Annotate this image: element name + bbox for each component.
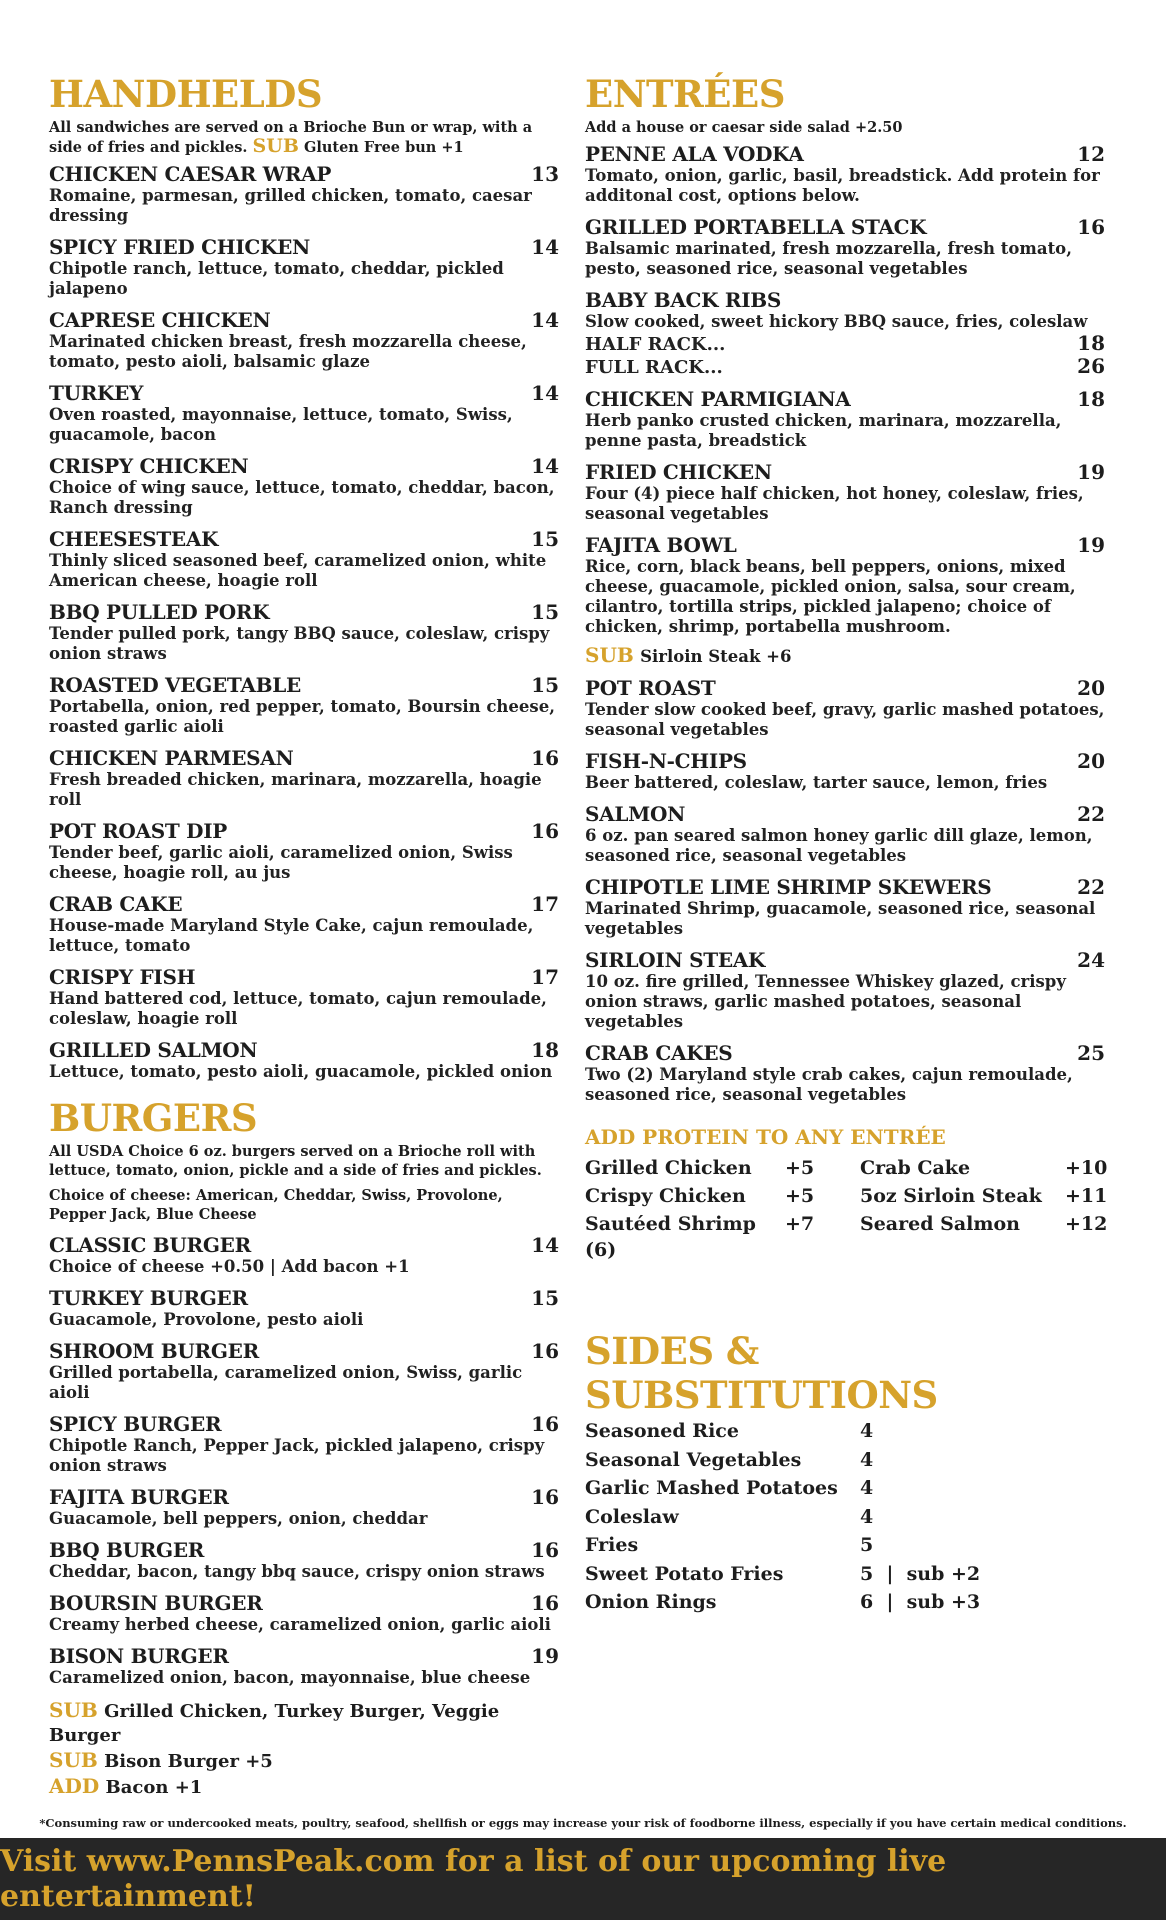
- entree-item: [585, 216, 1105, 279]
- entree-item: [585, 949, 1105, 1032]
- full-rack-price: 26: [1077, 354, 1105, 378]
- entree-item-name: FISH-N-CHIPS: [585, 749, 747, 773]
- entree-item-desc: Marinated Shrimp, guacamole, seasoned rice, seasonal vegetables: [585, 899, 1096, 938]
- handheld-item: [49, 455, 559, 518]
- burger-sub-text: Grilled Chicken, Turkey Burger, Veggie Burger: [49, 1701, 500, 1746]
- entree-item: [585, 534, 1105, 637]
- handheld-item-name: BBQ PULLED PORK: [49, 600, 270, 624]
- entree-item: [585, 876, 1105, 939]
- handheld-item-desc: Oven roasted, mayonnaise, lettuce, tomato, Swiss, guacamole, bacon: [49, 405, 513, 444]
- burger-sub-text: Bison Burger +5: [104, 1751, 273, 1772]
- entrees-title: ENTRÉES: [585, 72, 785, 116]
- handheld-item: [49, 674, 559, 737]
- burger-item-header: [49, 1592, 559, 1615]
- sides-title: SIDES & SUBSTITUTIONS: [585, 1329, 938, 1417]
- entree-item: [585, 461, 1105, 524]
- entree-item: [585, 803, 1105, 866]
- protein-price: +5: [785, 1157, 815, 1179]
- protein-name: Crispy Chicken: [585, 1185, 746, 1207]
- entree-item-header: [585, 750, 1105, 773]
- handheld-item-name: SPICY FRIED CHICKEN: [49, 235, 311, 259]
- handheld-item-name: POT ROAST DIP: [49, 819, 227, 843]
- handheld-item-price: 17: [531, 965, 559, 989]
- handheld-item-desc: Hand battered cod, lettuce, tomato, cajun remoulade, coleslaw, hoagie roll: [49, 989, 547, 1028]
- side-name: Coleslaw: [585, 1505, 679, 1528]
- entree-item-header: [585, 388, 1105, 411]
- side-price: 4: [860, 1420, 874, 1442]
- entree-item-name: POT ROAST: [585, 676, 716, 700]
- handhelds-intro: [49, 118, 559, 157]
- entrees-list-a: [585, 143, 1105, 279]
- handheld-item-name: TURKEY: [49, 381, 144, 405]
- ribs-desc: Slow cooked, sweet hickory BBQ sauce, fries, coleslaw: [585, 312, 1088, 331]
- handhelds-sub-label: SUB: [252, 135, 299, 157]
- handheld-item-header: [49, 820, 559, 843]
- burger-item-name: FAJITA BURGER: [49, 1485, 229, 1509]
- entree-item-header: [585, 216, 1105, 239]
- entree-item-desc: 6 oz. pan seared salmon honey garlic dill glaze, lemon, seasoned rice, seasonal vegetables: [585, 826, 1093, 865]
- burger-item-price: 16: [531, 1412, 559, 1436]
- entree-item: [585, 1042, 1105, 1105]
- entree-item-name: CHICKEN PARMIGIANA: [585, 387, 851, 411]
- handheld-item: [49, 1039, 559, 1082]
- handheld-item-price: 16: [531, 819, 559, 843]
- entree-item-desc: Herb panko crusted chicken, marinara, mozzarella, penne pasta, breadstick: [585, 411, 1062, 450]
- handheld-item-header: [49, 747, 559, 770]
- side-name: Seasoned Rice: [585, 1420, 739, 1442]
- burger-item: [49, 1592, 559, 1635]
- protein-name: Seared Salmon: [860, 1213, 1020, 1235]
- entree-item-name: SALMON: [585, 802, 686, 826]
- handheld-item-price: 16: [531, 746, 559, 770]
- side-price: 6 | sub +3: [860, 1591, 981, 1613]
- fajita-sub-label: SUB: [585, 643, 634, 667]
- burger-item-price: 14: [531, 1233, 559, 1257]
- burger-item-desc: Guacamole, Provolone, pesto aioli: [49, 1310, 364, 1329]
- entree-item-header: [585, 461, 1105, 484]
- protein-name: Crab Cake: [860, 1157, 971, 1179]
- handheld-item-price: 18: [531, 1038, 559, 1062]
- side-name: Sweet Potato Fries: [585, 1562, 784, 1585]
- burger-item: [49, 1340, 559, 1403]
- side-name: Onion Rings: [585, 1591, 717, 1613]
- burger-item-name: CLASSIC BURGER: [49, 1233, 251, 1257]
- protein-grid: [585, 1155, 1108, 1263]
- entree-item-name: GRILLED PORTABELLA STACK: [585, 215, 927, 239]
- handhelds-title: HANDHELDS: [49, 72, 323, 116]
- protein-price: +11: [1065, 1185, 1108, 1207]
- burger-item: [49, 1287, 559, 1330]
- entree-item-desc: Tomato, onion, garlic, basil, breadstick. Add protein for additonal cost, options below.: [585, 166, 1100, 205]
- side-price: 4: [860, 1505, 874, 1528]
- full-rack-label: FULL RACK...: [585, 357, 723, 378]
- side-price: 4: [860, 1477, 874, 1499]
- burger-item-desc: Cheddar, bacon, tangy bbq sauce, crispy onion straws: [49, 1562, 545, 1581]
- handheld-item-price: 13: [531, 162, 559, 186]
- handheld-item-header: [49, 601, 559, 624]
- burger-sub-line: [49, 1748, 559, 1774]
- right-column: [585, 72, 1108, 1617]
- handhelds-intro-text: All sandwiches are served on a Brioche Bun or wrap, with a side of fries and pickles.: [49, 119, 533, 156]
- burger-item: [49, 1486, 559, 1529]
- burgers-subs: [49, 1698, 559, 1800]
- handheld-item-desc: Chipotle ranch, lettuce, tomato, cheddar, pickled jalapeno: [49, 259, 504, 298]
- entree-item-price: 25: [1077, 1041, 1105, 1065]
- handheld-item-header: [49, 528, 559, 551]
- handheld-item-header: [49, 674, 559, 697]
- handheld-item-name: CRAB CAKE: [49, 892, 183, 916]
- burger-item: [49, 1539, 559, 1582]
- burger-sub-label: ADD: [49, 1774, 100, 1798]
- burgers-intro: All USDA Choice 6 oz. burgers served on a Brioche roll with lettuce, tomato, onion, pickle and a side of fries and pickles.: [49, 1143, 542, 1179]
- handheld-item-desc: Tender pulled pork, tangy BBQ sauce, coleslaw, crispy onion straws: [49, 624, 550, 663]
- burger-item-header: [49, 1413, 559, 1436]
- handheld-item: [49, 236, 559, 299]
- burger-item-desc: Choice of cheese +0.50 | Add bacon +1: [49, 1257, 410, 1276]
- burger-item-header: [49, 1539, 559, 1562]
- handheld-item-name: CAPRESE CHICKEN: [49, 308, 271, 332]
- left-column: [49, 72, 559, 1800]
- entree-item-price: 19: [1077, 460, 1105, 484]
- entree-item-price: 22: [1077, 875, 1105, 899]
- handheld-item-price: 14: [531, 235, 559, 259]
- handheld-item-header: [49, 966, 559, 989]
- entree-item: [585, 677, 1105, 740]
- side-price: 5 | sub +2: [860, 1562, 981, 1585]
- handheld-item-desc: Lettuce, tomato, pesto aioli, guacamole, pickled onion: [49, 1062, 553, 1081]
- burger-item-desc: Creamy herbed cheese, caramelized onion, garlic aioli: [49, 1615, 551, 1634]
- protein-name: Grilled Chicken: [585, 1157, 752, 1179]
- handhelds-list: [49, 163, 559, 1082]
- footer-banner[interactable]: [0, 1838, 1166, 1920]
- entree-item-name: FRIED CHICKEN: [585, 460, 772, 484]
- entree-item-price: 22: [1077, 802, 1105, 826]
- handheld-item-name: CHEESESTEAK: [49, 527, 219, 551]
- handheld-item-name: CRISPY FISH: [49, 965, 196, 989]
- burger-item-header: [49, 1340, 559, 1363]
- handheld-item-header: [49, 893, 559, 916]
- half-rack-label: HALF RACK...: [585, 334, 726, 355]
- burger-item-name: BBQ BURGER: [49, 1538, 205, 1562]
- handheld-item-desc: Marinated chicken breast, fresh mozzarella cheese, tomato, pesto aioli, balsamic glaze: [49, 332, 527, 371]
- entree-item-price: 24: [1077, 948, 1105, 972]
- side-name: Fries: [585, 1534, 639, 1556]
- burger-item-price: 16: [531, 1339, 559, 1363]
- entree-item-price: 20: [1077, 676, 1105, 700]
- entree-item-name: FAJITA BOWL: [585, 533, 737, 557]
- handheld-item-price: 14: [531, 454, 559, 478]
- handhelds-sub-text: Gluten Free bun +1: [303, 139, 464, 156]
- handheld-item-header: [49, 309, 559, 332]
- handheld-item-price: 17: [531, 892, 559, 916]
- burger-item: [49, 1645, 559, 1688]
- burger-item: [49, 1413, 559, 1476]
- handheld-item-desc: Thinly sliced seasoned beef, caramelized onion, white American cheese, hoagie roll: [49, 551, 547, 590]
- burgers-title: BURGERS: [49, 1096, 258, 1140]
- burger-item-header: [49, 1234, 559, 1257]
- handheld-item-price: 15: [531, 673, 559, 697]
- handheld-item: [49, 528, 559, 591]
- handheld-item-name: CHICKEN PARMESAN: [49, 746, 294, 770]
- burgers-cheese: Choice of cheese: American, Cheddar, Swiss, Provolone, Pepper Jack, Blue Cheese: [49, 1187, 503, 1223]
- burger-item-header: [49, 1486, 559, 1509]
- banner-text[interactable]: Visit www.PennsPeak.com for a list of our upcoming live entertainment!: [0, 1844, 947, 1914]
- entree-item-header: [585, 803, 1105, 826]
- burger-item-price: 15: [531, 1286, 559, 1310]
- burger-item-desc: Guacamole, bell peppers, onion, cheddar: [49, 1509, 428, 1528]
- burgers-list: [49, 1234, 559, 1688]
- handheld-item-desc: Fresh breaded chicken, marinara, mozzarella, hoagie roll: [49, 770, 542, 809]
- burger-sub-label: SUB: [49, 1748, 98, 1772]
- entree-item-desc: Four (4) piece half chicken, hot honey, coleslaw, fries, seasonal vegetables: [585, 484, 1084, 523]
- entree-item: [585, 388, 1105, 451]
- protein-name: Sautéed Shrimp (6): [585, 1213, 756, 1261]
- entree-item-name: CHIPOTLE LIME SHRIMP SKEWERS: [585, 875, 992, 899]
- handheld-item: [49, 820, 559, 883]
- handheld-item-name: CRISPY CHICKEN: [49, 454, 249, 478]
- entree-item-price: 18: [1077, 387, 1105, 411]
- handheld-item-desc: House-made Maryland Style Cake, cajun remoulade, lettuce, tomato: [49, 916, 534, 955]
- entree-item-header: [585, 949, 1105, 972]
- burger-item-price: 16: [531, 1485, 559, 1509]
- handheld-item: [49, 893, 559, 956]
- side-price: 5: [860, 1534, 874, 1556]
- entree-item: [585, 750, 1105, 793]
- protein-price: +12: [1065, 1213, 1108, 1235]
- burger-item-header: [49, 1645, 559, 1668]
- handheld-item: [49, 966, 559, 1029]
- handheld-item-header: [49, 236, 559, 259]
- burger-item-name: TURKEY BURGER: [49, 1286, 248, 1310]
- entree-item-name: CRAB CAKES: [585, 1041, 733, 1065]
- entrees-intro: Add a house or caesar side salad +2.50: [585, 119, 903, 136]
- entree-item-desc: Tender slow cooked beef, gravy, garlic mashed potatoes, seasonal vegetables: [585, 700, 1105, 739]
- burger-item: [49, 1234, 559, 1277]
- side-name: Seasonal Vegetables: [585, 1448, 802, 1471]
- protein-name: 5oz Sirloin Steak: [860, 1185, 1042, 1207]
- burger-item-name: SHROOM BURGER: [49, 1339, 259, 1363]
- entrees-list-c: [585, 677, 1105, 1105]
- burger-sub-label: SUB: [49, 1698, 98, 1722]
- burger-item-price: 16: [531, 1538, 559, 1562]
- handheld-item-price: 15: [531, 527, 559, 551]
- handheld-item: [49, 382, 559, 445]
- handheld-item-desc: Choice of wing sauce, lettuce, tomato, cheddar, bacon, Ranch dressing: [49, 478, 555, 517]
- fajita-sub-text: Sirloin Steak +6: [640, 647, 792, 666]
- handheld-item-desc: Portabella, onion, red pepper, tomato, Boursin cheese, roasted garlic aioli: [49, 697, 555, 736]
- handheld-item-header: [49, 1039, 559, 1062]
- entree-item-desc: Beer battered, coleslaw, tarter sauce, lemon, fries: [585, 773, 1048, 792]
- burger-item-name: BISON BURGER: [49, 1644, 229, 1668]
- handheld-item: [49, 309, 559, 372]
- entrees-list-b: [585, 388, 1105, 637]
- entree-item-header: [585, 1042, 1105, 1065]
- handheld-item: [49, 163, 559, 226]
- handheld-item-desc: Romaine, parmesan, grilled chicken, tomato, caesar dressing: [49, 186, 532, 225]
- handheld-item: [49, 747, 559, 810]
- entree-item-price: 20: [1077, 749, 1105, 773]
- half-rack-price: 18: [1077, 331, 1105, 355]
- entree-item-header: [585, 876, 1105, 899]
- entree-item-price: 12: [1077, 142, 1105, 166]
- entree-item-desc: Balsamic marinated, fresh mozzarella, fresh tomato, pesto, seasoned rice, seasonal vegetables: [585, 239, 1072, 278]
- handheld-item-header: [49, 382, 559, 405]
- handheld-item-header: [49, 455, 559, 478]
- protein-price: +7: [785, 1213, 815, 1235]
- fajita-sub: [585, 643, 1105, 669]
- handheld-item-header: [49, 163, 559, 186]
- sides-grid: [585, 1417, 1105, 1617]
- entree-item-price: 16: [1077, 215, 1105, 239]
- handheld-item-price: 14: [531, 308, 559, 332]
- side-name: Garlic Mashed Potatoes: [585, 1477, 838, 1499]
- handheld-item-name: CHICKEN CAESAR WRAP: [49, 162, 332, 186]
- burger-item-price: 19: [531, 1644, 559, 1668]
- burger-item-name: BOURSIN BURGER: [49, 1591, 263, 1615]
- footnote: *Consuming raw or undercooked meats, poultry, seafood, shellfish or eggs may increase your risk of foodborne illness, especially if you have certain medical conditions.: [39, 1816, 1127, 1830]
- entree-item-name: PENNE ALA VODKA: [585, 142, 804, 166]
- entree-item-name: SIRLOIN STEAK: [585, 948, 766, 972]
- handheld-item-desc: Tender beef, garlic aioli, caramelized onion, Swiss cheese, hoagie roll, au jus: [49, 843, 513, 882]
- handheld-item-price: 14: [531, 381, 559, 405]
- handheld-item-name: GRILLED SALMON: [49, 1038, 258, 1062]
- handheld-item-name: ROASTED VEGETABLE: [49, 673, 301, 697]
- entree-item: [585, 143, 1105, 206]
- burger-sub-line: [49, 1698, 559, 1748]
- entree-item-desc: 10 oz. fire grilled, Tennessee Whiskey glazed, crispy onion straws, garlic mashed potatoes, seasonal vegetables: [585, 972, 1066, 1031]
- burger-sub-line: [49, 1774, 559, 1800]
- burger-item-header: [49, 1287, 559, 1310]
- burger-item-price: 16: [531, 1591, 559, 1615]
- handheld-item: [49, 601, 559, 664]
- entree-item-desc: Two (2) Maryland style crab cakes, cajun remoulade, seasoned rice, seasonal vegetables: [585, 1065, 1073, 1104]
- burger-item-name: SPICY BURGER: [49, 1412, 222, 1436]
- burger-item-desc: Grilled portabella, caramelized onion, Swiss, garlic aioli: [49, 1363, 523, 1402]
- handheld-item-price: 15: [531, 600, 559, 624]
- protein-price: +5: [785, 1185, 815, 1207]
- burger-item-desc: Chipotle Ranch, Pepper Jack, pickled jalapeno, crispy onion straws: [49, 1436, 545, 1475]
- side-price: 4: [860, 1448, 874, 1471]
- ribs-item: [585, 289, 1105, 378]
- burger-item-desc: Caramelized onion, bacon, mayonnaise, blue cheese: [49, 1668, 531, 1687]
- entree-item-price: 19: [1077, 533, 1105, 557]
- protein-price: +10: [1065, 1157, 1108, 1179]
- protein-title: ADD PROTEIN TO ANY ENTRÉE: [585, 1125, 946, 1149]
- entree-item-header: [585, 534, 1105, 557]
- entree-item-header: [585, 677, 1105, 700]
- ribs-name: BABY BACK RIBS: [585, 288, 782, 312]
- entree-item-desc: Rice, corn, black beans, bell peppers, onions, mixed cheese, guacamole, pickled onion, salsa, sour cream, cilantro, tortilla strips, pickled jalapeno; choice of chicken, shrimp, portabella mushroom.: [585, 557, 1076, 636]
- entree-item-header: [585, 143, 1105, 166]
- burger-sub-text: Bacon +1: [105, 1777, 203, 1798]
